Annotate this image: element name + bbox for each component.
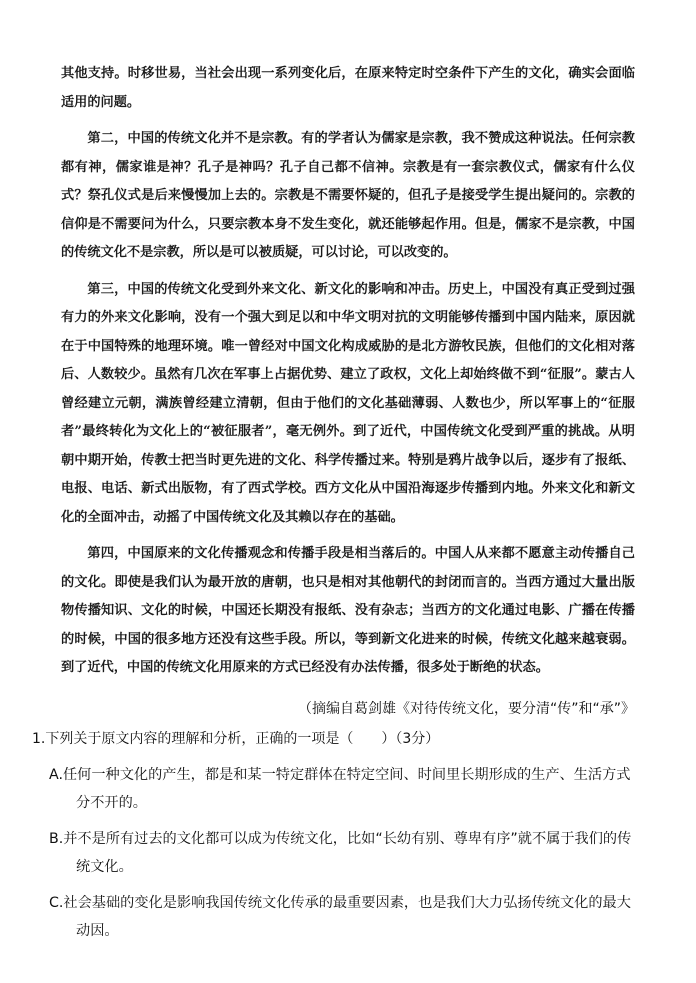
passage-paragraph-third: 第三，中国的传统文化受到外来文化、新文化的影响和冲击。历史上，中国没有真正受到过强有力的外来文化影响，没有一个强大到足以和中华文明对抗的文明能够传播到中国内陆来，原因就在于中国特殊的地理环境。唯一曾经对中国文化构成威胁的是北方游牧民族，但他们的文化相对落后、人数较少。虽然有几次在军事上占据优势、建立了政权，文化上却始终做不到“征服”。蒙古人曾经建立元朝，满族曾经建立清朝，但由于他们的文化基础薄弱、人数也少，所以军事上的“征服者”最终转化为文化上的“被征服者”，毫无例外。到了近代，中国传统文化受到严重的挑战。从明朝中期开始，传教士把当时更先进的文化、科学传播过来。特别是鸦片战争以后，逐步有了报纸、电报、电话、新式出版物，有了西式学校。西方文化从中国沿海逐步传播到内地。外来文化和新文化的全面冲击，动摇了中国传统文化及其赖以存在的基础。 [61,281,635,525]
passage-paragraph-fourth: 第四，中国原来的文化传播观念和传播手段是相当落后的。中国人从来都不愿意主动传播自己的文化。即使是我们认为最开放的唐朝，也只是相对其他朝代的封闭而言的。当西方通过大量出版物传播知识、文化的时候，中国还长期没有报纸、没有杂志；当西方的文化通过电影、广播在传播的时候，中国的很多地方还没有这些手段。所以，等到新文化进来的时候，传统文化越来越衰弱。到了近代，中国的传统文化用原来的方式已经没有办法传播，很多处于断绝的状态。 [61,546,635,675]
passage-paragraph-intro: 其他支持。时移世易，当社会出现一系列变化后，在原来特定时空条件下产生的文化，确实会面临适用的问题。 [61,66,635,110]
option-b[interactable]: B.并不是所有过去的文化都可以成为传统文化，比如“长幼有别、尊卑有序”就不属于我们的传统文化。 [49,830,632,875]
option-a[interactable]: A.任何一种文化的产生，都是和某一特定群体在特定空间、时间里长期形成的生产、生活方式分不开的。 [49,766,631,811]
question-stem: 1.下列关于原文内容的理解和分析，正确的一项是（ ）（3分） [32,730,440,747]
option-c[interactable]: C.社会基础的变化是影响我国传统文化传承的最重要因素，也是我们大力弘扬传统文化的最大动因。 [49,894,631,939]
passage-source: （摘编自葛剑雄《对待传统文化，要分清“传”和“承”》 [297,700,635,717]
passage-paragraph-second: 第二，中国的传统文化并不是宗教。有的学者认为儒家是宗教，我不赞成这种说法。任何宗教都有神，儒家谁是神？孔子是神吗？孔子自己都不信神。宗教是有一套宗教仪式，儒家有什么仪式？祭孔仪式是后来慢慢加上去的。宗教是不需要怀疑的，但孔子是接受学生提出疑问的。宗教的信仰是不需要问为什么，只要宗教本身不发生变化，就还能够起作用。但是，儒家不是宗教，中国的传统文化不是宗教，所以是可以被质疑，可以讨论，可以改变的。 [61,131,635,260]
